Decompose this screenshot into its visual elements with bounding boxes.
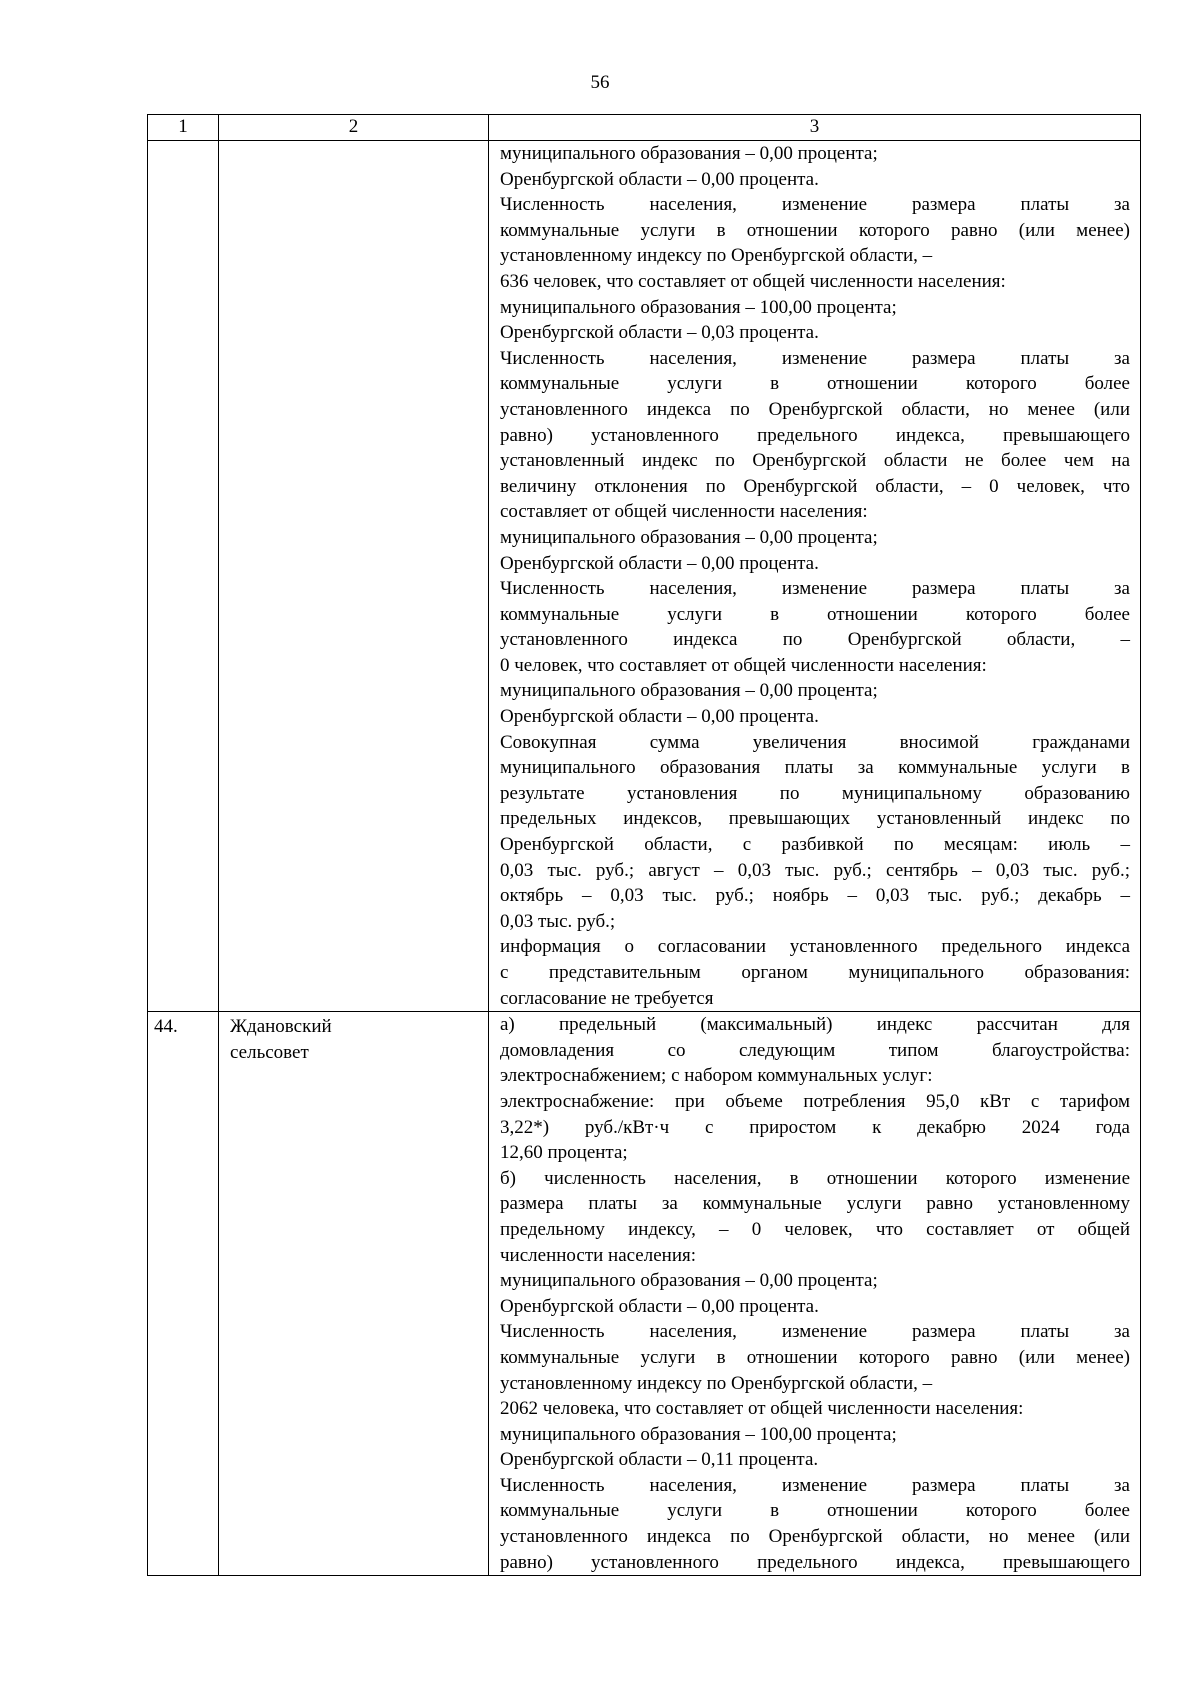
municipality-name-cell xyxy=(219,1012,489,1576)
row-number-cell xyxy=(148,141,219,1012)
column-header-1: 1 xyxy=(148,115,219,141)
text-line: домовладения со следующим типом благоустройства: xyxy=(500,1039,1130,1061)
data-table xyxy=(147,114,1141,1576)
text-line: численности населения: xyxy=(500,1244,697,1266)
text-line: б) численность населения, в отношении которого изменение xyxy=(500,1167,1130,1189)
text-line: согласование не требуется xyxy=(500,987,714,1009)
text-line: результате установления по муниципальному образованию xyxy=(500,782,1130,804)
text-line: установленного индекса по Оренбургской области, но менее (или xyxy=(500,1526,1130,1548)
text-line: октябрь – 0,03 тыс. руб.; ноябрь – 0,03 тыс. руб.; декабрь – xyxy=(500,885,1130,907)
text-line: Численность населения, изменение размера платы за xyxy=(500,578,1130,600)
text-line: муниципального образования – 0,00 процента; xyxy=(500,680,878,702)
text-line: 0,03 тыс. руб.; август – 0,03 тыс. руб.; сентябрь – 0,03 тыс. руб.; xyxy=(500,859,1130,881)
text-line: Оренбургской области – 0,03 процента. xyxy=(500,322,819,344)
text-line: установленного индекса по Оренбургской области, – xyxy=(500,629,1130,651)
description-cell xyxy=(489,1012,1141,1576)
text-line: Численность населения, изменение размера платы за xyxy=(500,1474,1130,1496)
text-line: коммунальные услуги в отношении которого более xyxy=(500,1500,1130,1522)
text-line: электроснабжение: при объеме потребления 95,0 кВт с тарифом xyxy=(500,1090,1130,1112)
row-number-cell: 44. xyxy=(148,1012,219,1576)
text-line: установленного индекса по Оренбургской области, но менее (или xyxy=(500,398,1130,420)
text-line: муниципального образования – 100,00 процента; xyxy=(500,296,897,318)
text-line: установленный индекс по Оренбургской области не более чем на xyxy=(500,450,1130,472)
text-line: муниципального образования – 0,00 процента; xyxy=(500,1270,878,1292)
page-number: 56 xyxy=(590,72,610,93)
text-line: предельному индексу, – 0 человек, что составляет от общей xyxy=(500,1218,1130,1240)
text-line: а) предельный (максимальный) индекс рассчитан для xyxy=(500,1014,1130,1036)
text-line: с представительным органом муниципального образования: xyxy=(500,962,1130,983)
text-line: коммунальные услуги в отношении которого более xyxy=(500,373,1130,395)
text-line: Численность населения, изменение размера платы за xyxy=(500,194,1130,216)
text-line: Оренбургской области – 0,00 процента. xyxy=(500,1295,819,1317)
text-line: 3,22*) руб./кВт·ч с приростом к декабрю 2024 года xyxy=(500,1116,1130,1138)
text-line: равно) установленного предельного индекса, превышающего xyxy=(500,1551,1130,1573)
municipality-name-cell xyxy=(219,141,489,1012)
text-line: коммунальные услуги в отношении которого более xyxy=(500,603,1130,625)
text-line: Оренбургской области – 0,11 процента. xyxy=(500,1449,819,1471)
text-line: коммунальные услуги в отношении которого равно (или менее) xyxy=(500,1346,1130,1368)
text-line: установленному индексу по Оренбургской области, – xyxy=(500,245,933,267)
column-header-2: 2 xyxy=(219,115,489,141)
table-header-row xyxy=(148,115,1141,141)
text-line: предельных индексов, превышающих установленный индекс по xyxy=(500,808,1130,830)
text-line: муниципального образования – 0,00 процента; xyxy=(500,143,878,164)
text-line: информация о согласовании установленного предельного индекса xyxy=(500,936,1130,958)
text-line: муниципального образования платы за коммунальные услуги в xyxy=(500,757,1130,779)
text-line: 12,60 процента; xyxy=(500,1142,628,1164)
text-line: Оренбургской области – 0,00 процента. xyxy=(500,168,819,190)
table-row xyxy=(148,1012,1141,1576)
table-row xyxy=(148,141,1141,1012)
text-line: величину отклонения по Оренбургской области, – 0 человек, что xyxy=(500,475,1130,497)
text-line: 0 человек, что составляет от общей численности населения: xyxy=(500,654,987,676)
text-line: Оренбургской области, с разбивкой по месяцам: июль – xyxy=(500,834,1130,856)
text-line: 2062 человека, что составляет от общей численности населения: xyxy=(500,1398,1024,1420)
text-line: электроснабжением; с набором коммунальных услуг: xyxy=(500,1065,933,1087)
municipality-name-line: Ждановский xyxy=(230,1016,332,1038)
text-line: равно) установленного предельного индекса, превышающего xyxy=(500,424,1130,446)
text-line: 0,03 тыс. руб.; xyxy=(500,910,616,932)
text-line: Оренбургской области – 0,00 процента. xyxy=(500,706,819,728)
text-line: Совокупная сумма увеличения вносимой гражданами xyxy=(500,731,1130,753)
text-line: составляет от общей численности населения: xyxy=(500,501,868,523)
text-line: Оренбургской области – 0,00 процента. xyxy=(500,552,819,574)
text-line: коммунальные услуги в отношении которого равно (или менее) xyxy=(500,219,1130,241)
text-line: муниципального образования – 100,00 процента; xyxy=(500,1423,897,1445)
text-line: Численность населения, изменение размера платы за xyxy=(500,347,1130,369)
column-header-3: 3 xyxy=(489,115,1141,141)
text-line: Численность населения, изменение размера платы за xyxy=(500,1321,1130,1343)
municipality-name-line: сельсовет xyxy=(230,1041,309,1063)
text-line: размера платы за коммунальные услуги равно установленному xyxy=(500,1193,1130,1215)
description-cell xyxy=(489,141,1141,1012)
text-line: муниципального образования – 0,00 процента; xyxy=(500,526,878,548)
text-line: установленному индексу по Оренбургской области, – xyxy=(500,1372,933,1394)
text-line: 636 человек, что составляет от общей численности населения: xyxy=(500,270,1006,292)
